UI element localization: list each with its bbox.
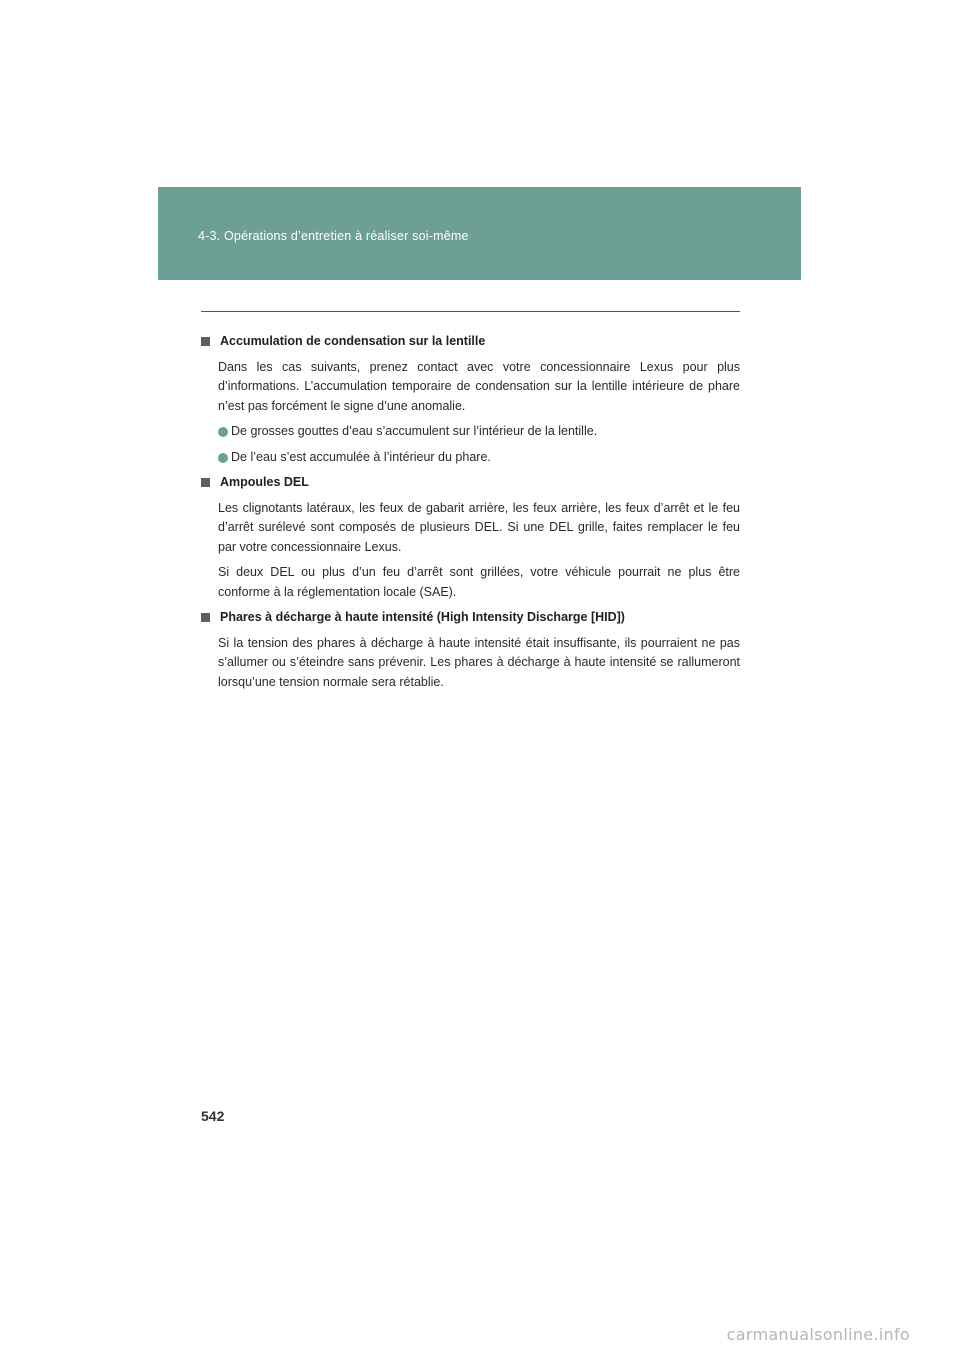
paragraph: Si la tension des phares à décharge à haute intensité était insuffisante, ils pourraient ne pas s’allumer ou s’éteindre sans prévenir. Les phares à décharge à haute intensité se rallumeront lorsqu’une tension normale sera rétablie.: [218, 635, 740, 689]
horizontal-rule: [201, 311, 740, 312]
section-heading: [201, 332, 740, 352]
bullet-item: [201, 422, 740, 442]
section-heading: [201, 608, 740, 628]
section-header-band: [158, 187, 801, 280]
bullet-text: De grosses gouttes d’eau s’accumulent sur l’intérieur de la lentille.: [231, 424, 598, 438]
page-number: 542: [201, 1108, 225, 1124]
section-heading: [201, 473, 740, 493]
page-content: [201, 332, 740, 698]
round-bullet-icon: [218, 453, 228, 463]
square-bullet-icon: [201, 337, 210, 346]
round-bullet-icon: [218, 427, 228, 437]
square-bullet-icon: [201, 613, 210, 622]
paragraph: Si deux DEL ou plus d’un feu d’arrêt sont grillées, votre véhicule pourrait ne plus être conforme à la réglementation locale (SAE).: [218, 565, 740, 599]
section-heading-text: Phares à décharge à haute intensité (High Intensity Discharge [HID]): [220, 610, 625, 624]
paragraph: Les clignotants latéraux, les feux de gabarit arrière, les feux arrière, les feux d’arrêt et le feu d’arrêt surélevé sont composés de plusieurs DEL. Si une DEL grille, faites remplacer le feu par votre concessionnaire Lexus.: [218, 500, 740, 554]
bullet-text: De l’eau s’est accumulée à l’intérieur du phare.: [231, 449, 491, 464]
section-title: 4-3. Opérations d’entretien à réaliser soi-même: [198, 229, 469, 243]
paragraph: Dans les cas suivants, prenez contact avec votre concessionnaire Lexus pour plus d’informations. L’accumulation temporaire de condensation sur la lentille intérieure de phare n’est pas forcément le signe d’une anomalie.: [218, 359, 740, 413]
section-heading-text: Ampoules DEL: [220, 475, 309, 489]
section-heading-text: Accumulation de condensation sur la lentille: [220, 334, 486, 348]
watermark[interactable]: carmanualsonline.info: [726, 1325, 910, 1344]
square-bullet-icon: [201, 478, 210, 487]
bullet-item: [201, 448, 740, 468]
